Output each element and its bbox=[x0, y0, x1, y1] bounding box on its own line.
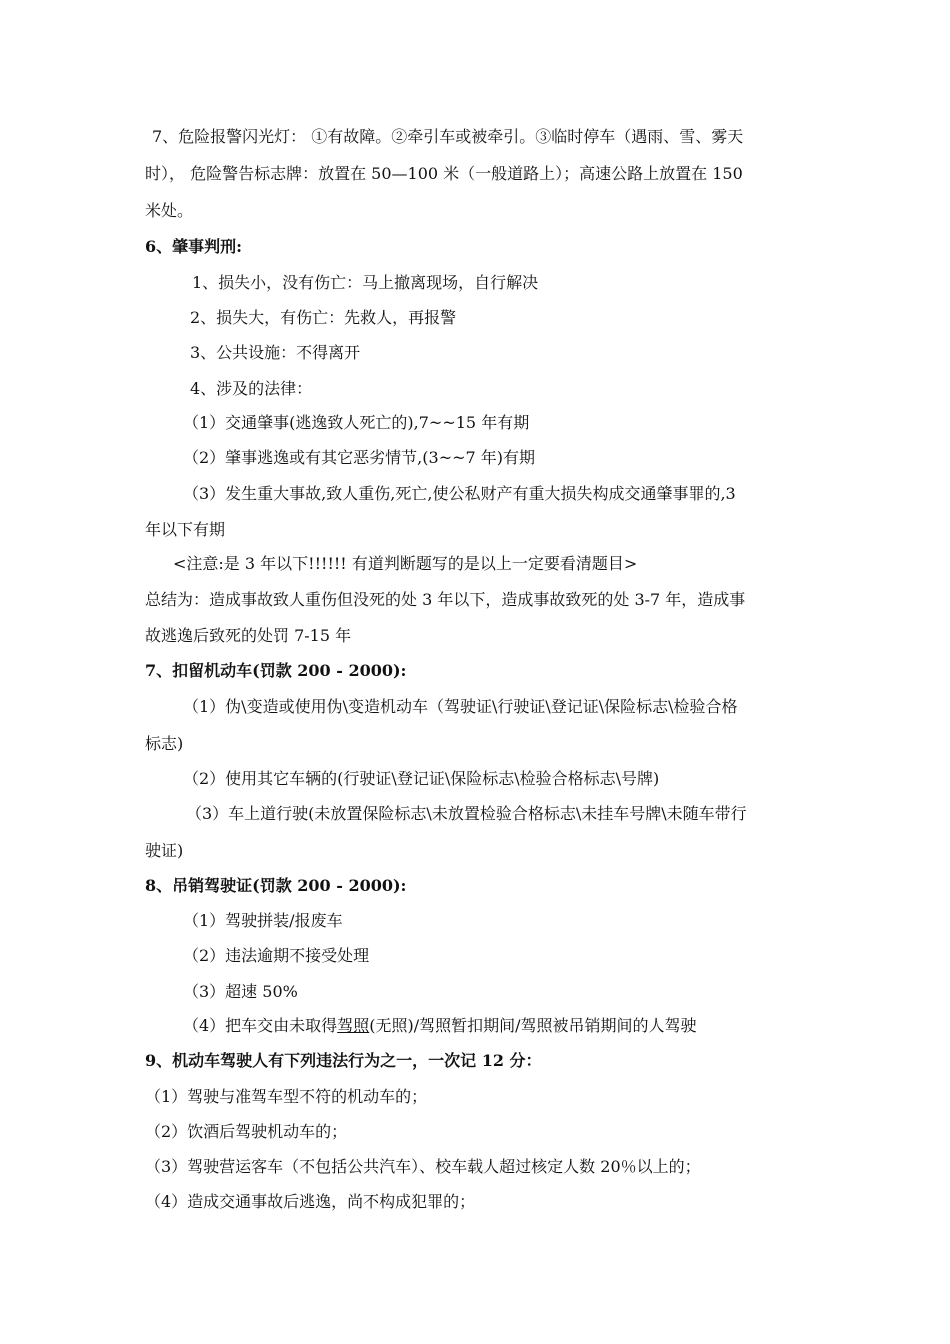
section-9-item-1: （1）驾驶与准驾车型不符的机动车的； bbox=[145, 1087, 428, 1106]
section-8-item-4-suffix: (无照)/驾照暂扣期间/驾照被吊销期间的人驾驶 bbox=[369, 1016, 697, 1035]
section-6-law-3-cont: 年以下有期 bbox=[145, 520, 226, 539]
section-8-item-3: （3）超速 50% bbox=[183, 982, 298, 1001]
section-8-item-4-prefix: （4）把车交由未取得 bbox=[183, 1016, 338, 1035]
section-7-heading: 7、扣留机动车(罚款 200 - 2000): bbox=[145, 661, 407, 680]
section-8-item-4-underlined: 驾照 bbox=[337, 1016, 370, 1035]
section-7-line-2: 标志) bbox=[145, 734, 184, 753]
section-6-law-3: （3）发生重大事故,致人重伤,死亡,使公私财产有重大损失构成交通肇事罪的,3 bbox=[183, 484, 736, 503]
section-6-heading: 6、肇事判刑: bbox=[145, 237, 243, 256]
section-6-item-4: 4、涉及的法律： bbox=[190, 379, 313, 398]
section-7-line-5: 驶证) bbox=[145, 841, 184, 860]
section-8-heading: 8、吊销驾驶证(罚款 200 - 2000): bbox=[145, 876, 407, 895]
section-9-item-4: （4）造成交通事故后逃逸，尚不构成犯罪的； bbox=[145, 1192, 476, 1211]
section-8-item-2: （2）违法逾期不接受处理 bbox=[183, 946, 370, 965]
section-6-law-1: （1）交通肇事(逃逸致人死亡的),7~~15 年有期 bbox=[183, 413, 530, 432]
section-6-note: <注意:是 3 年以下!!!!!! 有道判断题写的是以上一定要看清题目> bbox=[173, 554, 638, 573]
section-9-heading: 9、机动车驾驶人有下列违法行为之一，一次记 12 分： bbox=[145, 1051, 542, 1070]
section-9-item-2: （2）饮酒后驾驶机动车的； bbox=[145, 1122, 348, 1141]
section-6-item-1: 1、损失小，没有伤亡：马上撤离现场，自行解决 bbox=[192, 273, 539, 292]
section-6-law-2: （2）肇事逃逸或有其它恶劣情节,(3~~7 年)有期 bbox=[183, 448, 536, 467]
section-7-line-3: （2）使用其它车辆的(行驶证\登记证\保险标志\检验合格标志\号牌) bbox=[183, 769, 660, 788]
section-8-item-4 bbox=[183, 1016, 853, 1036]
hazard-light-line-3: 米处。 bbox=[145, 201, 194, 220]
section-9-item-3: （3）驾驶营运客车（不包括公共汽车）、校车载人超过核定人数 20％以上的； bbox=[145, 1157, 701, 1176]
section-6-item-3: 3、公共设施：不得离开 bbox=[190, 343, 361, 362]
section-6-summary-2: 故逃逸后致死的处罚 7-15 年 bbox=[145, 626, 352, 645]
hazard-light-line-2: 时）， 危险警告标志牌：放置在 50—100 米（一般道路上）；高速公路上放置在 150 bbox=[145, 164, 743, 183]
section-7-line-4: （3）车上道行驶(未放置保险标志\未放置检验合格标志\未挂车号牌\未随车带行 bbox=[186, 804, 747, 823]
section-8-item-1: （1）驾驶拼装/报废车 bbox=[183, 911, 343, 930]
section-6-item-2: 2、损失大，有伤亡：先救人，再报警 bbox=[190, 308, 457, 327]
hazard-light-line-1: 7、危险报警闪光灯： ①有故障。②牵引车或被牵引。③临时停车（遇雨、雪、雾天 bbox=[152, 127, 744, 146]
section-7-line-1: （1）伪\变造或使用伪\变造机动车（驾驶证\行驶证\登记证\保险标志\检验合格 bbox=[183, 697, 738, 716]
section-6-summary-1: 总结为：造成事故致人重伤但没死的处 3 年以下，造成事故致死的处 3-7 年，造成事 bbox=[145, 590, 746, 609]
